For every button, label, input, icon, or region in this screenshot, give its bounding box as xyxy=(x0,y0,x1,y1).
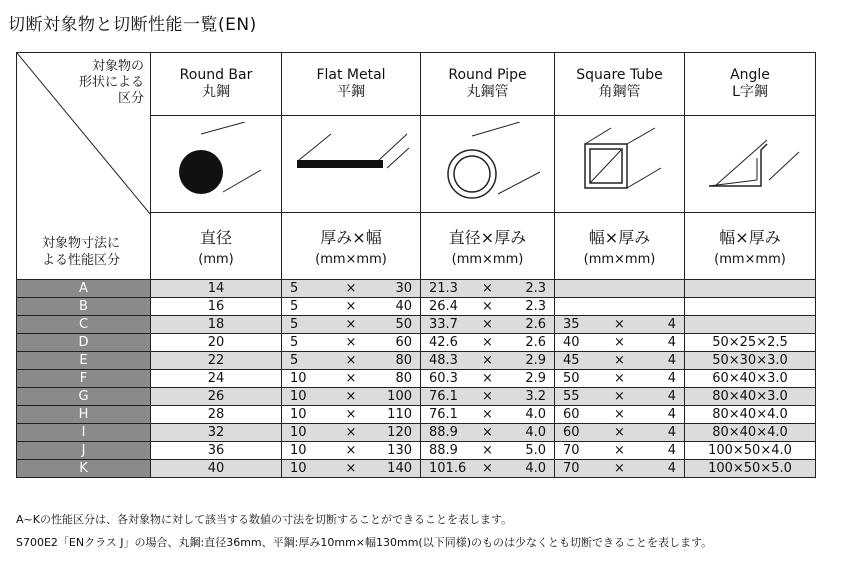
angle-value: 50×25×2.5 xyxy=(685,334,816,352)
square-tube-value: 40 × 4 xyxy=(555,334,685,352)
round-pipe-illustration xyxy=(421,116,555,213)
note-example: S700E2「ENクラス J」の場合、丸鋼:直径36mm、平鋼:厚み10mm×幅130mm(以下同様)のものは少なくとも切断できることを表します。 xyxy=(16,536,713,549)
performance-class: D xyxy=(17,334,151,352)
round-bar-value: 22 xyxy=(151,352,282,370)
header-square-tube: Square Tube 角鋼管 xyxy=(555,53,685,116)
performance-class: E xyxy=(17,352,151,370)
dim-round-pipe: 直径×厚み (mm×mm) xyxy=(421,213,555,280)
round-bar-value: 20 xyxy=(151,334,282,352)
table-row xyxy=(17,442,816,460)
square-tube-value: 50 × 4 xyxy=(555,370,685,388)
table-row xyxy=(17,298,816,316)
flat-metal-illustration xyxy=(282,116,421,213)
flat-metal-value: 10 × 140 xyxy=(282,460,421,478)
round-pipe-value: 88.9 × 5.0 xyxy=(421,442,555,460)
flat-metal-value: 10 × 130 xyxy=(282,442,421,460)
dimension-classification-label: 対象物寸法に よる性能区分 xyxy=(41,236,120,268)
round-pipe-value: 76.1 × 4.0 xyxy=(421,406,555,424)
table-row xyxy=(17,406,816,424)
round-bar-value: 28 xyxy=(151,406,282,424)
shape-classification-label: 対象物の 形状による 区分 xyxy=(78,59,144,106)
header-round-pipe: Round Pipe 丸鋼管 xyxy=(421,53,555,116)
table-row xyxy=(17,370,816,388)
performance-class: H xyxy=(17,406,151,424)
square-tube-illustration xyxy=(555,116,685,213)
angle-value xyxy=(685,280,816,298)
angle-value: 100×50×5.0 xyxy=(685,460,816,478)
flat-metal-value: 5 × 30 xyxy=(282,280,421,298)
header-flat-metal: Flat Metal 平鋼 xyxy=(282,53,421,116)
table-row xyxy=(17,388,816,406)
performance-class: B xyxy=(17,298,151,316)
square-tube-value xyxy=(555,280,685,298)
round-pipe-value: 76.1 × 3.2 xyxy=(421,388,555,406)
round-bar-value: 32 xyxy=(151,424,282,442)
angle-icon xyxy=(695,122,805,202)
flat-metal-value: 5 × 40 xyxy=(282,298,421,316)
performance-class: C xyxy=(17,316,151,334)
angle-value xyxy=(685,316,816,334)
table-row xyxy=(17,352,816,370)
performance-class: J xyxy=(17,442,151,460)
performance-class: K xyxy=(17,460,151,478)
table-row xyxy=(17,316,816,334)
cutting-performance-table xyxy=(16,52,816,478)
round-pipe-icon xyxy=(428,122,548,202)
round-bar-illustration xyxy=(151,116,282,213)
dim-flat-metal: 厚み×幅 (mm×mm) xyxy=(282,213,421,280)
flat-metal-value: 5 × 50 xyxy=(282,316,421,334)
angle-value: 80×40×4.0 xyxy=(685,424,816,442)
round-pipe-value: 21.3 × 2.3 xyxy=(421,280,555,298)
flat-metal-value: 10 × 100 xyxy=(282,388,421,406)
dim-angle: 幅×厚み (mm×mm) xyxy=(685,213,816,280)
angle-value: 50×30×3.0 xyxy=(685,352,816,370)
round-bar-value: 36 xyxy=(151,442,282,460)
square-tube-value: 55 × 4 xyxy=(555,388,685,406)
angle-value: 100×50×4.0 xyxy=(685,442,816,460)
dim-round-bar: 直径 (mm) xyxy=(151,213,282,280)
flat-metal-value: 10 × 80 xyxy=(282,370,421,388)
angle-value xyxy=(685,298,816,316)
square-tube-icon xyxy=(565,122,675,202)
note-classification: A~Kの性能区分は、各対象物に対して該当する数値の寸法を切断することができることを表します。 xyxy=(16,513,513,526)
round-bar-icon xyxy=(161,122,271,202)
dim-square-tube: 幅×厚み (mm×mm) xyxy=(555,213,685,280)
round-bar-value: 16 xyxy=(151,298,282,316)
table-row xyxy=(17,280,816,298)
square-tube-value: 35 × 4 xyxy=(555,316,685,334)
square-tube-value: 60 × 4 xyxy=(555,424,685,442)
square-tube-value xyxy=(555,298,685,316)
round-bar-value: 26 xyxy=(151,388,282,406)
round-pipe-value: 33.7 × 2.6 xyxy=(421,316,555,334)
performance-rows xyxy=(17,280,816,478)
square-tube-value: 45 × 4 xyxy=(555,352,685,370)
flat-metal-icon xyxy=(291,122,411,202)
performance-class: G xyxy=(17,388,151,406)
angle-value: 80×40×4.0 xyxy=(685,406,816,424)
performance-class: I xyxy=(17,424,151,442)
angle-value: 60×40×3.0 xyxy=(685,370,816,388)
header-round-bar: Round Bar 丸鋼 xyxy=(151,53,282,116)
round-bar-value: 24 xyxy=(151,370,282,388)
round-pipe-value: 26.4 × 2.3 xyxy=(421,298,555,316)
corner-header-cell xyxy=(17,53,151,280)
round-pipe-value: 101.6 × 4.0 xyxy=(421,460,555,478)
flat-metal-value: 10 × 120 xyxy=(282,424,421,442)
round-pipe-value: 60.3 × 2.9 xyxy=(421,370,555,388)
square-tube-value: 70 × 4 xyxy=(555,460,685,478)
flat-metal-value: 5 × 60 xyxy=(282,334,421,352)
angle-illustration xyxy=(685,116,816,213)
round-pipe-value: 88.9 × 4.0 xyxy=(421,424,555,442)
round-bar-value: 14 xyxy=(151,280,282,298)
table-row xyxy=(17,460,816,478)
flat-metal-value: 10 × 110 xyxy=(282,406,421,424)
round-pipe-value: 42.6 × 2.6 xyxy=(421,334,555,352)
table-row xyxy=(17,424,816,442)
square-tube-value: 70 × 4 xyxy=(555,442,685,460)
performance-class: F xyxy=(17,370,151,388)
round-pipe-value: 48.3 × 2.9 xyxy=(421,352,555,370)
page-title: 切断対象物と切断性能一覧(EN) xyxy=(8,15,257,35)
performance-class: A xyxy=(17,280,151,298)
round-bar-value: 40 xyxy=(151,460,282,478)
header-angle: Angle L字鋼 xyxy=(685,53,816,116)
square-tube-value: 60 × 4 xyxy=(555,406,685,424)
flat-metal-value: 5 × 80 xyxy=(282,352,421,370)
table-row xyxy=(17,334,816,352)
round-bar-value: 18 xyxy=(151,316,282,334)
angle-value: 80×40×3.0 xyxy=(685,388,816,406)
